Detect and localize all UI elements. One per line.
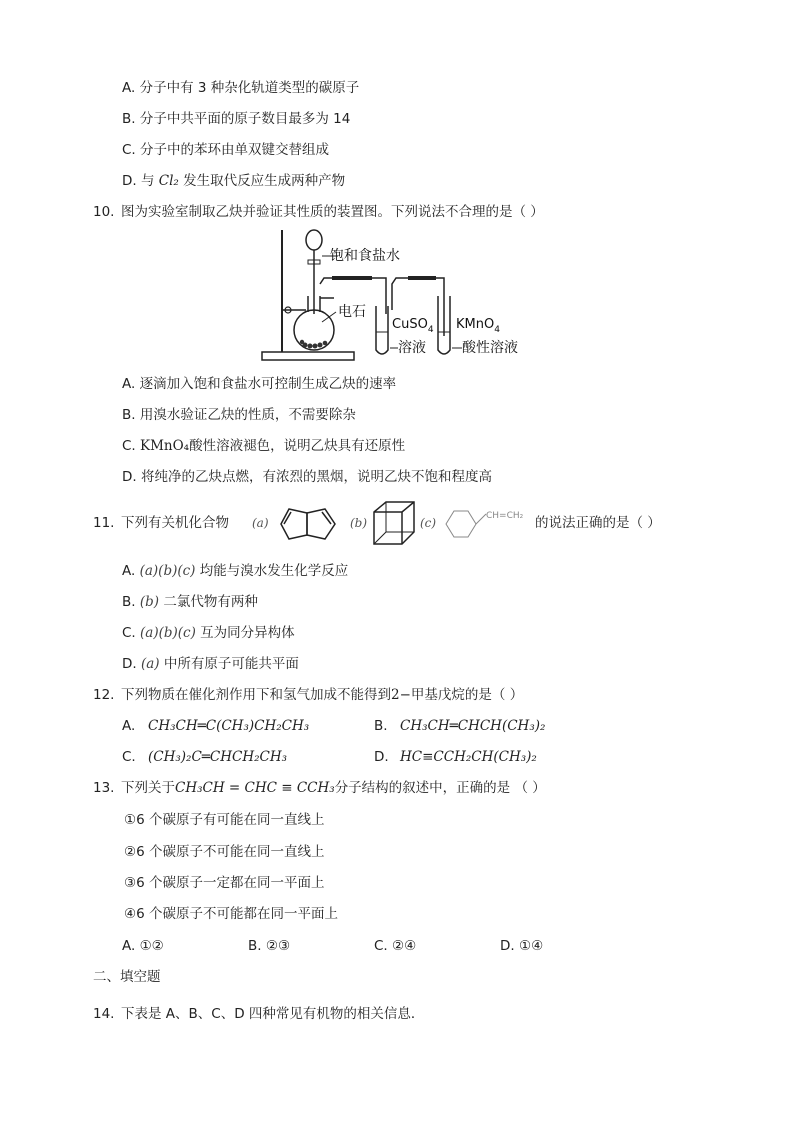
q11-option-c: C. (a)(b)(c) 互为同分异构体 (122, 625, 295, 641)
chlorine-formula: Cl₂ (158, 173, 179, 189)
stand-base (262, 352, 354, 360)
q11-stem-start: 11. 下列有关机化合物 (93, 515, 229, 531)
structure-a-bicyclic (273, 503, 345, 545)
q9-option-c: C. 分子中的苯环由单双键交替组成 (122, 142, 330, 158)
q11-option-b: B. (b) 二氯代物有两种 (122, 594, 258, 610)
label-kmno4: KMnO$_4$ (456, 317, 500, 335)
dropping-funnel (306, 230, 322, 250)
q13-option-c: C. ②④ (374, 938, 417, 954)
q13-option-b: B. ②③ (248, 938, 291, 954)
label-solution: 溶液 (398, 340, 426, 356)
q13-statement-4: ④6 个碳原子不可能都在同一平面上 (124, 906, 338, 922)
structure-b-cubane (370, 500, 418, 546)
q10-option-c: C. KMnO₄酸性溶液褪色，说明乙炔具有还原性 (122, 438, 406, 454)
q13-stem: 13. 下列关于CH₃CH = CHC ≡ CCH₃分子结构的叙述中，正确的是 （ ） (93, 780, 546, 796)
q12-option-b: B. CH₃CH═CHCH(CH₃)₂ (374, 718, 546, 734)
q13-statement-1: ①6 个碳原子有可能在同一直线上 (124, 812, 325, 828)
label-a: (a) (252, 516, 269, 530)
q12-option-c: C. (CH₃)₂C═CHCH₂CH₃ (122, 749, 288, 765)
q11-option-a: A. (a)(b)(c) 均能与溴水发生化学反应 (122, 563, 349, 579)
q11-option-d: D. (a) 中所有原子可能共平面 (122, 656, 299, 672)
label-brine: 饱和食盐水 (330, 248, 400, 264)
q13-statement-3: ③6 个碳原子一定都在同一平面上 (124, 875, 325, 891)
q9-option-b: B. 分子中共平面的原子数目最多为 14 (122, 111, 351, 127)
structure-c-styrene (440, 506, 535, 542)
q13-option-d: D. ①④ (500, 938, 544, 954)
q10-option-a: A. 逐滴加入饱和食盐水可控制生成乙炔的速率 (122, 376, 397, 392)
acetylene-apparatus-figure (258, 226, 548, 368)
q13-option-a: A. ①② (122, 938, 164, 954)
q12-option-d: D. HC≡CCH₂CH(CH₃)₂ (374, 749, 537, 765)
q11-stem-end: 的说法正确的是（ ） (535, 515, 661, 531)
label-acid-solution: 酸性溶液 (462, 340, 518, 356)
q10-option-b: B. 用溴水验证乙炔的性质，不需要除杂 (122, 407, 356, 423)
q10-stem: 10. 图为实验室制取乙炔并验证其性质的装置图。下列说法不合理的是（ ） (93, 204, 544, 220)
label-b: (b) (350, 516, 368, 530)
q9-option-a: A. 分子中有 3 种杂化轨道类型的碳原子 (122, 80, 360, 96)
section-heading-fill-in: 二、填空题 (93, 969, 161, 985)
label-c: (c) (420, 516, 437, 530)
q9-option-d: D. 与 Cl₂ 发生取代反应生成两种产物 (122, 173, 346, 189)
label-cuso4: CuSO$_4$ (392, 317, 434, 335)
q14-stem: 14. 下表是 A、B、C、D 四种常见有机物的相关信息． (93, 1006, 425, 1022)
label-carbide: 电石 (338, 304, 366, 320)
svg-text:CH=CH₂: CH=CH₂ (486, 511, 524, 521)
q13-statement-2: ②6 个碳原子不可能在同一直线上 (124, 844, 325, 860)
kmno4-formula: KMnO₄ (140, 438, 190, 454)
q12-stem: 12. 下列物质在催化剂作用下和氢气加成不能得到2−甲基戊烷的是（ ） (93, 687, 524, 703)
q12-option-a: A. CH₃CH═C(CH₃)CH₂CH₃ (122, 718, 310, 734)
q10-option-d: D. 将纯净的乙炔点燃，有浓烈的黑烟，说明乙炔不饱和程度高 (122, 469, 492, 485)
